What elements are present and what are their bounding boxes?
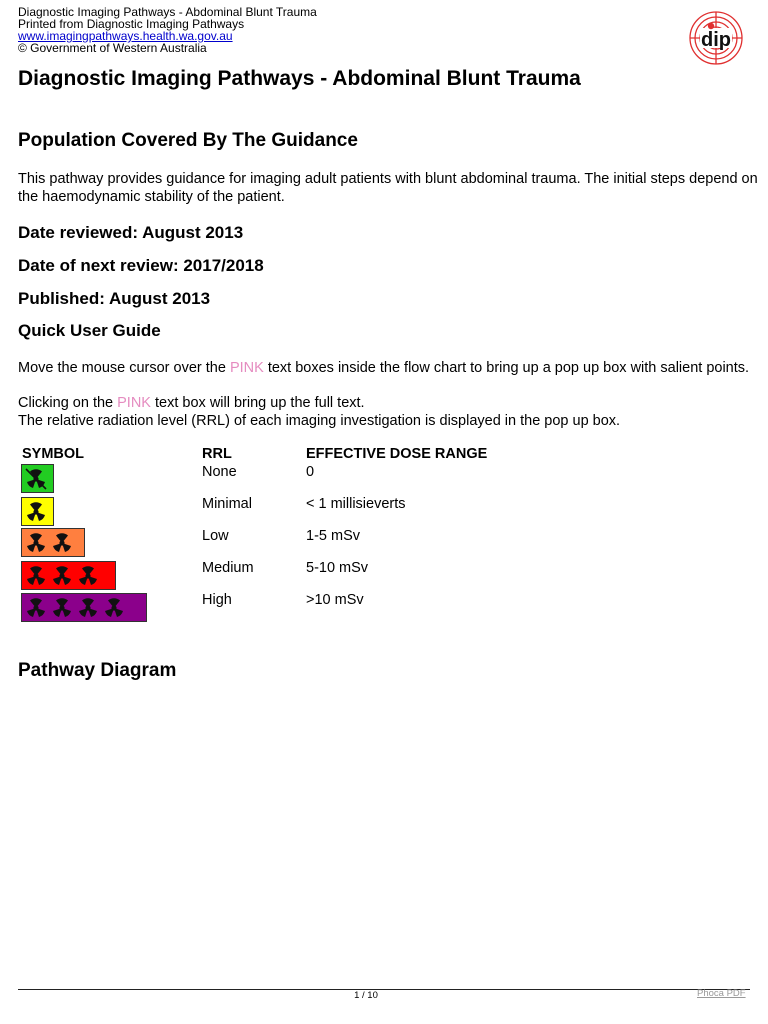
phoca-pdf-link[interactable]: Phoca PDF	[697, 988, 746, 999]
rrl-low-label: Low	[202, 528, 229, 544]
radiation-icon	[25, 532, 47, 554]
radiation-icon	[103, 597, 125, 619]
radiation-icon	[25, 565, 47, 587]
date-published: Published: August 2013	[18, 289, 211, 308]
rrl-medium-symbol	[21, 561, 116, 590]
header-title-line: Diagnostic Imaging Pathways - Abdominal Blunt Trauma	[18, 5, 317, 19]
radiation-icon	[25, 501, 47, 523]
header-copyright: © Government of Western Australia	[18, 41, 207, 55]
quick-guide-heading: Quick User Guide	[18, 321, 161, 340]
quick-guide-line2-end: text box will bring up the full text.	[150, 395, 365, 411]
rrl-minimal-symbol	[21, 497, 54, 526]
rrl-none-symbol	[21, 464, 54, 493]
dip-logo-text: dip	[701, 29, 731, 51]
pink-keyword: PINK	[229, 360, 264, 376]
dip-logo-icon	[684, 10, 748, 66]
rrl-high-symbol	[21, 593, 147, 622]
population-heading: Population Covered By The Guidance	[18, 130, 358, 151]
date-next-review: Date of next review: 2017/2018	[18, 256, 264, 275]
pink-keyword: PINK	[117, 395, 151, 411]
rrl-none-dose: 0	[306, 464, 315, 480]
quick-guide-line1-start: Move the mouse cursor over the	[18, 360, 230, 376]
quick-guide-line3: The relative radiation level (RRL) of each imaging investigation is displayed in the pop up box.	[18, 413, 621, 429]
rrl-minimal-dose: < 1 millisieverts	[306, 496, 406, 512]
quick-guide-line2-start: Clicking on the	[18, 395, 118, 411]
rrl-low-symbol	[21, 528, 85, 557]
radiation-icon	[77, 565, 99, 587]
radiation-icon	[51, 597, 73, 619]
radiation-crossed-icon	[25, 468, 47, 490]
radiation-icon	[25, 597, 47, 619]
population-text: This pathway provides guidance for imaging adult patients with blunt abdominal trauma. The initial steps depend on the haemodynamic stability of the patient.	[18, 171, 758, 205]
table-header-symbol: SYMBOL	[22, 446, 85, 462]
rrl-high-dose: >10 mSv	[306, 592, 364, 608]
header-url-link[interactable]: www.imagingpathways.health.wa.gov.au	[18, 29, 233, 43]
radiation-icon	[77, 597, 99, 619]
quick-guide-line2	[18, 394, 758, 412]
table-header-rrl: RRL	[202, 446, 232, 462]
pathway-heading: Pathway Diagram	[18, 660, 177, 681]
page-number: 1 / 10	[354, 990, 378, 1001]
rrl-medium-label: Medium	[202, 560, 254, 576]
quick-guide-line1	[18, 359, 758, 377]
quick-guide-line1-end: text boxes inside the flow chart to bring up a pop up box with salient points.	[263, 360, 750, 376]
radiation-icon	[51, 532, 73, 554]
rrl-high-label: High	[202, 592, 232, 608]
header-printed-line: Printed from Diagnostic Imaging Pathways	[18, 17, 245, 31]
date-reviewed: Date reviewed: August 2013	[18, 223, 244, 242]
rrl-medium-dose: 5-10 mSv	[306, 560, 369, 576]
radiation-icon	[51, 565, 73, 587]
page-title: Diagnostic Imaging Pathways - Abdominal Blunt Trauma	[18, 67, 581, 90]
rrl-none-label: None	[202, 464, 237, 480]
rrl-low-dose: 1-5 mSv	[306, 528, 360, 544]
table-header-dose: EFFECTIVE DOSE RANGE	[306, 446, 488, 462]
rrl-minimal-label: Minimal	[202, 496, 252, 512]
